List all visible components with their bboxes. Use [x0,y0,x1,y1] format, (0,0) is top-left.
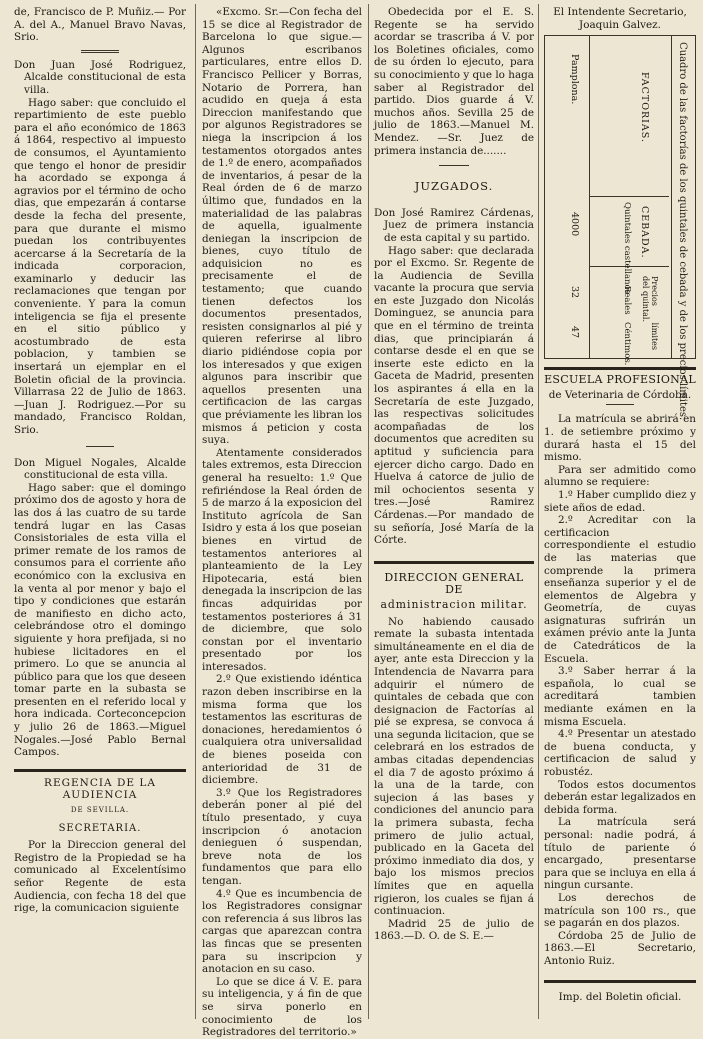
divider [81,50,119,53]
paragraph: 2.º Que existiendo idéntica razon deben inscribirse en la misma forma que los testamentos las escrituras de donaciones, heredamientos ó cualquiera otra universalidad de bienes poseida con anterioridad de 31 de diciembre. [202,673,362,787]
paragraph: Madrid 25 de julio de 1863.—D. O. de S. E.— [374,917,534,943]
section-heading: JUZGADOS. [414,179,494,194]
divider [544,367,696,370]
paragraph: 1.º Haber cumplido diez y siete años de edad. [544,488,696,514]
paragraph: de, Francisco de P. Muñiz.— Por A. del A., Manuel Bravo Navas, Srio. [14,6,186,44]
notice-heading: Don Juan José Rodriguez, Alcalde constitucional de esta villa. [14,58,186,96]
paragraph: La matrícula será personal: nadie podrá, á título de pariente ó encargado, presentarse para que se incluya en ella á ningun cursante. [544,816,696,892]
divider [606,404,634,405]
paragraph: 4.º Que es incumbencia de los Registradores consignar con referencia á sus libros las cargas que aparezcan contra las fincas que se presenten para su inscripcion y anotacion en su caso. [202,887,362,976]
column-3 [374,6,534,943]
signature-line: El Intendente Secretario, [553,6,687,18]
paragraph: Los derechos de matrícula son 100 rs., que se pagarán en dos plazos. [544,891,696,930]
table-header: FACTORIAS. [639,72,650,144]
divider [439,165,469,166]
divider [544,980,696,983]
table-cell: 47 [569,326,580,339]
section-subheading: de Veterinaria de Córdoba. [548,388,692,401]
table-header: Céntimos. [622,322,632,366]
table-cell: 32 [569,286,580,299]
column-4 [544,6,696,1003]
paragraph: 3.º Saber herrar á la española, lo cual se acreditará tambien mediante exámen en la misma Escuela. [544,665,696,728]
notice-heading: Don José Ramirez Cárdenas, Juez de primera instancia de esta capital y su partido. [374,206,534,244]
printer-imprint: Imp. del Boletin oficial. [558,990,682,1003]
table-rule [589,196,669,197]
paragraph: Atentamente considerados tales extremos, esta Direccion general ha resuelto: 1.º Que refiriéndose la Real órden de 5 de marzo á la exposicion del Instituto agrícola de San Isidro y esta á los que poseian bienes en virtud de testamentos anteriores al planteamiento de la Ley Hipotecaria, está bien denegada la inscripcion de las fincas adquiridas por testamentos posteriores á 31 de diciembre, que solo constan por el inventario presentado por los interesados. [202,446,362,673]
section-subheading: SECRETARIA. [58,822,142,834]
paragraph: «Excmo. Sr.—Con fecha del 15 se dice al Registrador de Barcelona lo que sigue.— Algunos escribanos particulares, entre ellos D. Francisco Pellicer y Borras, Notario de Porrera, han acudido en queja á esta Direccion manifestando que por algunos Registradores se niega la inscripcion á los testamentos otorgados antes de 1.º de enero, acompañados de inventarios, á pesar de la Real órden de 6 de marzo último que, fundados en la materialidad de las palabras de aquella, igualmente deniegan la inscripcion de bienes, cuyo título de adquisicion no es precisamente el de testamento; que cuando tienen defectos los documentos presentados, resisten consignarlos al pié y quieren referirse al libro diario pidiéndose copia por los interesados y que exigen algunos para inscribir que aquellos presenten una certificacion de las cargas que préviamente les libran los mismos á peticion y costa suya. [202,6,362,447]
section-heading: ESCUELA PROFESIONAL [544,373,696,387]
paragraph: No habiendo causado remate la subasta intentada simultáneamente en el dia de ayer, ante esta Direccion y la Intendencia de Navarra para adquirir el número de quintales de cebada que con designacion de Factorías al pié se expresa, se convoca á una segunda licitacion, que se celebrará en los estrados de ambas citadas dependencias el dia 7 de agosto próximo á la una de la tarde, con sujecion á las bases y condiciones del anuncio para la primera subasta, fecha primero de julio actual, publicado en la Gaceta del próximo inmediato dia dos, y bajo los mismos precios límites que en aquella rigieron, los cuales se fijan á continuacion. [374,615,534,918]
column-rule [538,4,539,1019]
section-subheading: DE SEVILLA. [70,806,130,815]
column-rule [195,4,196,1019]
table-header: Reales [622,286,632,315]
table-cell: Pamplona. [569,54,580,105]
table-header: Quintales castellanos [622,202,632,295]
paragraph: Córdoba 25 de Julio de 1863.—El Secretario, Antonio Ruiz. [544,929,696,967]
column-1 [14,6,186,915]
paragraph: Hago saber: que declarada por el Excmo. Sr. Regente de la Audiencia de Sevilla vacante la procura que servia en este Juzgado don Nicolás Dominguez, se anuncia para que en el término de treinta dias, que principiarán á contarse desde el en que se inserte este edicto en la Gaceta de Madrid, presenten los aspirantes á ella en la Secretaría de este Juzgado, las respectivas solicitudes acompañadas de los documentos que acrediten su aptitud y suficiencia para ejercer dicho cargo. Dado en Huelva á catorce de julio de mil ochocientos sesenta y tres.—José Ramirez Cárdenas.—Por mandado de su señoría, José María de la Córte. [374,244,534,547]
paragraph: Por la Direccion general del Registro de la Propiedad se ha comunicado al Excelentísimo señor Regente de esta Audiencia, con fecha 18 del que rige, la comunicacion siguiente [14,839,186,915]
section-heading: DIRECCION GENERAL DE [384,570,524,597]
section-heading: REGENCIA DE LA AUDIENCIA [44,776,156,802]
paragraph: La matrícula se abrirá en 1. de setiembre próximo y durará hasta el 15 del mismo. [544,413,696,464]
column-rule [368,4,369,1019]
table-title: Cuadro de las factorías de los quintales de cebada y de los precios límites. [677,42,688,421]
paragraph: 4.º Presentar un atestado de buena conducta, y certificacion de salud y robustéz. [544,728,696,778]
table-header: Precios límites del quintal. [641,276,659,351]
table-cell: 4000 [569,212,580,237]
divider [374,561,534,564]
table-header: CEBADA. [639,206,650,259]
paragraph: 3.º Que los Registradores deberán poner al pié del título presentado, y cuya inscripcion ó anotacion denieguen ó suspendan, breve nota de los fundamentos que para ello tengan. [202,786,362,887]
paragraph: Todos estos documentos deberán estar legalizados en debida forma. [544,778,696,816]
signature-line: Joaquin Galvez. [579,18,661,31]
paragraph: Lo que se dice á V. E. para su inteligencia, y á fin de que se sirva ponerlo en conocimiento de los Registradores del territorio.» [202,975,362,1039]
paragraph: Para ser admitido como alumno se requiere: [544,463,696,489]
paragraph: Hago saber: que concluido el repartimiento de este pueblo para el año económico de 1863 á 1864, respectivo al impuesto de consumos, el Ayuntamiento que tengo el honor de presidir ha acordado se exponga á agravios por el término de ocho dias, que empezarán á contarse desde la fecha del presente, para que durante el mismo puedan los contribuyentes acercarse á la Secretaría de la indicada corporacion, examinarlo y deducir las reclamaciones que tengan por conveniente. Y para la comun inteligencia se fija el presente en el sitio público y acostumbrado de esta poblacion, y tambien se insertará un ejemplar en el Boletin oficial de la provincia. Villarrasa 22 de Julio de 1863. —Juan J. Rodriguez.—Por su mandado, Francisco Roldan, Srio. [14,96,186,436]
paragraph: Obedecida por el E. S. Regente se ha servido acordar se trascriba á V. por los Boletines oficiales, como de su órden lo ejecuto, para su conocimiento y que lo haga saber al Registrador del partido. Dios guarde á V. muchos años. Sevilla 25 de julio de 1863.—Manuel M. Mendez. —Sr. Juez de primera instancia de....... [374,6,534,157]
column-2 [202,6,362,1039]
section-subheading: administracion militar. [380,597,528,611]
notice-heading: Don Miguel Nogales, Alcalde constitucional de esta villa. [14,456,186,482]
table-rule [671,36,672,358]
paragraph: 2.º Acreditar con la certificacion correspondiente el estudio de las materias que comprende la primera enseñanza superior y el de elementos de Algebra y Geometría, de cuyas asignaturas sufrirán un exámen prévio ante la Junta de Catedráticos de la Escuela. [544,514,696,665]
divider [14,769,186,772]
divider [86,446,114,447]
paragraph: Hago saber: que el domingo próximo dos de agosto y hora de las dos á las cuatro de su tarde tendrá lugar en las Casas Consistoriales de esta villa el primer remate de los ramos de consumos para el corriente año económico con la exclusiva en la venta al por menor y bajo el tipo y condiciones que estarán de manifiesto en dicho acto, celebrándose otro el domingo siguiente y hora prefijada, si no hubiese licitadores en el primero. Lo que se anuncia al público para que los que deseen tomar parte en la subasta se presenten en el referido local y hora indicada. Corteconcepcion y julio 26 de 1863.—Miguel Nogales.—José Pablo Bernal Campos. [14,481,186,759]
table-rule [589,36,590,358]
